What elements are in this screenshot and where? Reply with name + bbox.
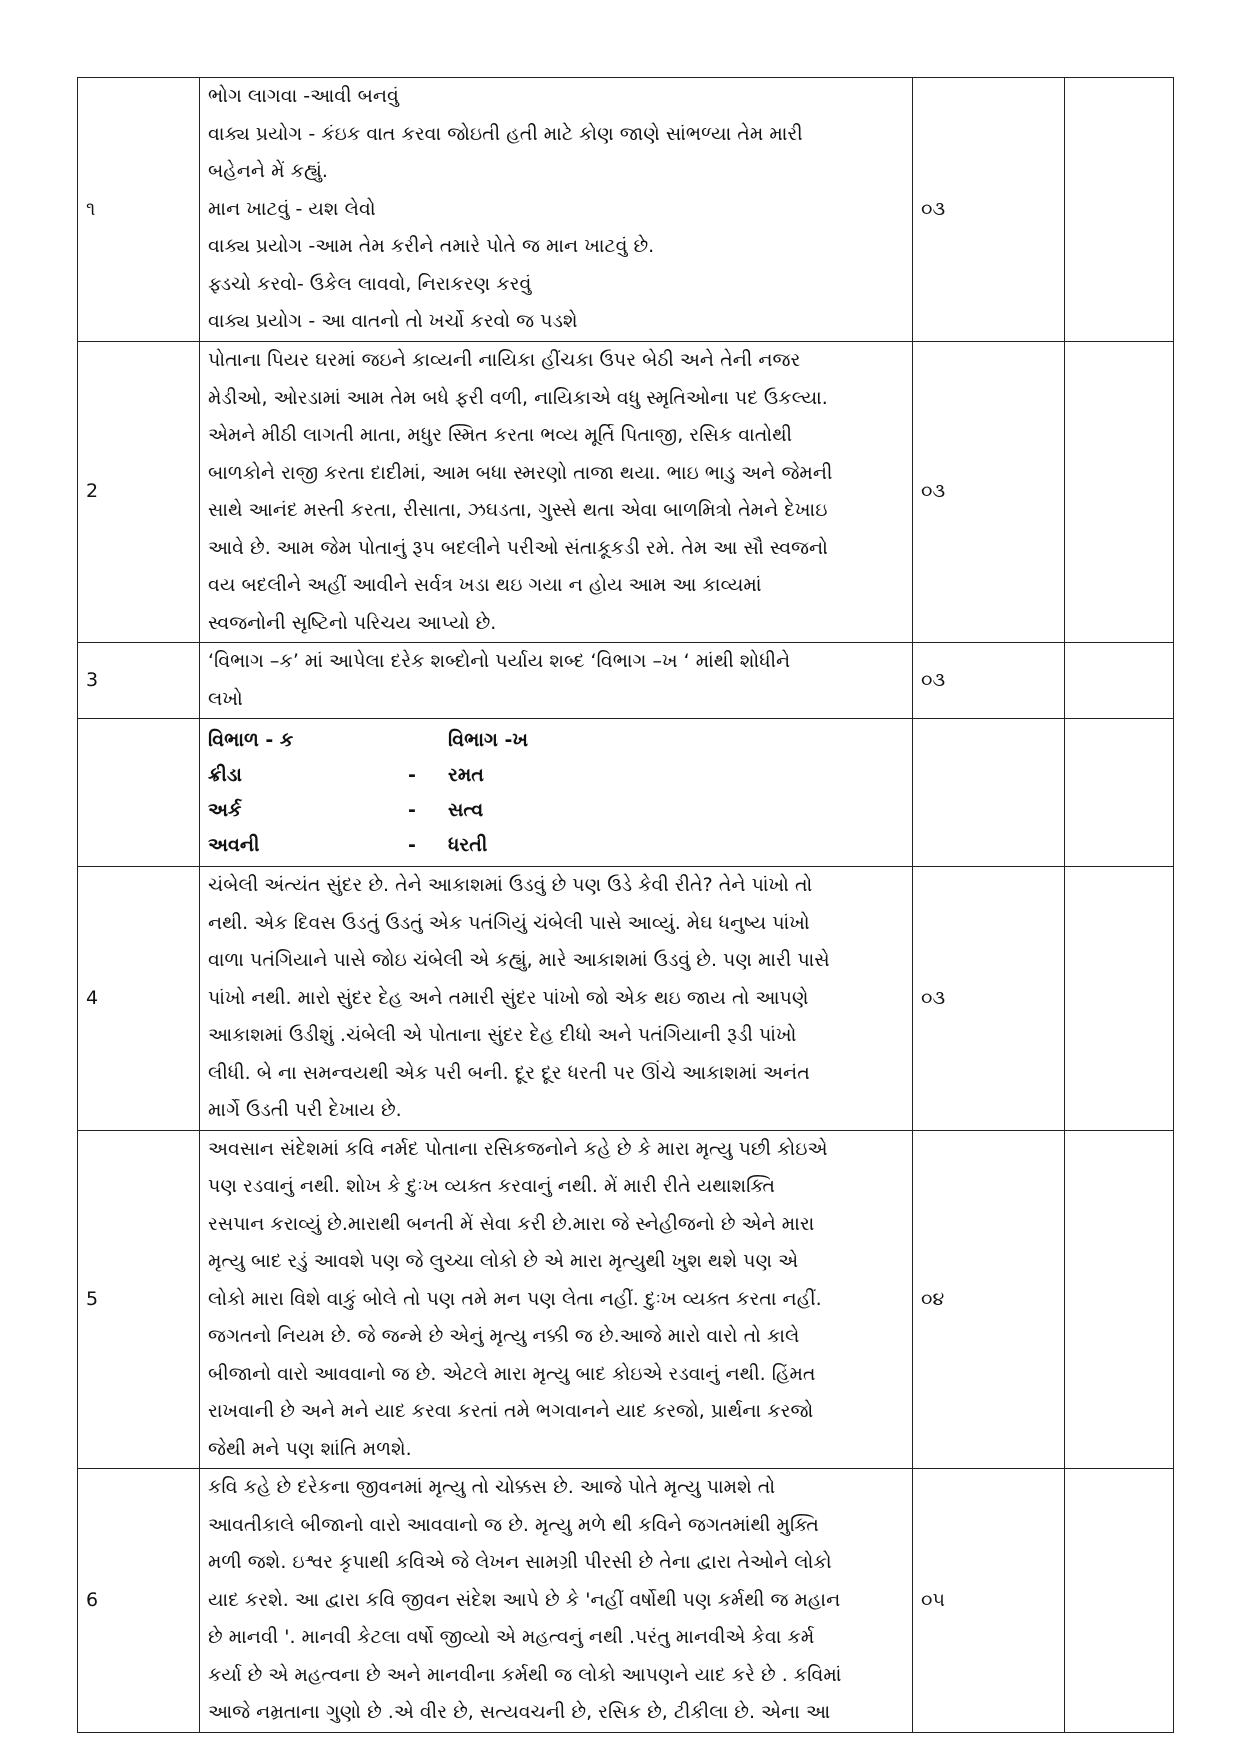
vocab-dash: -	[408, 763, 416, 786]
answer-line: મેડીઓ, ઓરડામાં આમ તેમ બધે ફરી વળી, નાયિકાએ વધુ સ્મૃતિઓના પદ ઉકલ્યા.	[208, 386, 828, 409]
answer-line: જેથી મને પણ શાંતિ મળશે.	[208, 1437, 412, 1460]
empty-cell	[1065, 78, 1174, 342]
answer-line: કવિ કહે છે દરેકના જીવનમાં મૃત્યુ તો ચોક્કસ છે. આજે પોતે મૃત્યુ પામશે તો	[208, 1476, 776, 1498]
vocab-term: વિભાળ - ક	[208, 728, 294, 751]
answer-line: લખો	[208, 687, 243, 710]
answer-line: વાળા પતંગિયાને પાસે જોઇ ચંબેલી એ કહ્યું, મારે આકાશમાં ઉડવું છે. પણ મારી પાસે	[208, 949, 830, 971]
answer-cell	[200, 78, 913, 342]
marks-cell: ૦૩	[913, 78, 1065, 342]
answer-line: સાથે આનંદ મસ્તી કરતા, રીસાતા, ઝઘડતા, ગુસ્સે થતા એવા બાળમિત્રો તેમને દેખાઇ	[208, 499, 828, 521]
answer-line: લીધી. બે ના સમન્વયથી એક પરી બની. દૂર દૂર ધરતી પર ઊંચે આકાશમાં અનંત	[208, 1061, 810, 1084]
answer-cell	[200, 1469, 913, 1733]
marks-cell: ૦૫	[913, 1469, 1065, 1733]
answer-line: વય બદલીને અહીં આવીને સર્વત્ર ખડા થઇ ગયા ન હોય આમ આ કાવ્યમાં	[208, 574, 762, 596]
table-row	[78, 1469, 1174, 1733]
table-row	[78, 643, 1174, 719]
empty-cell	[1065, 643, 1174, 719]
answer-line: પાંખો નથી. મારો સુંદર દેહ અને તમારી સુંદર પાંખો જો એક થઇ જાય તો આપણે	[208, 986, 809, 1009]
answer-line: રાખવાની છે અને મને યાદ કરવા કરતાં તમે ભગવાનને યાદ કરજો, પ્રાર્થના કરજો	[208, 1400, 814, 1422]
answer-line: વાક્ય પ્રયોગ - કંઇક વાત કરવા જોઇતી હતી માટે કોણ જાણે સાંભળ્યા તેમ મારી	[208, 122, 803, 145]
vocab-synonym: રમત	[448, 763, 484, 786]
answer-line: માન ખાટવું - યશ લેવો	[208, 197, 376, 220]
empty-cell	[1065, 1469, 1174, 1733]
answer-line: સ્વજનોની સૃષ્ટિનો પરિચય આપ્યો છે.	[208, 611, 497, 634]
vocab-term: અવની	[208, 833, 260, 856]
question-number: ૧	[78, 78, 200, 342]
vocab-dash: -	[408, 833, 416, 856]
marks-cell: ૦૩	[913, 342, 1065, 643]
answer-line: અવસાન સંદેશમાં કવિ નર્મદ પોતાના રસિકજનોને કહે છે કે મારા મૃત્યુ પછી કોઇએ	[208, 1137, 828, 1160]
table-row	[78, 1130, 1174, 1469]
answer-line: આકાશમાં ઉડીશું .ચંબેલી એ પોતાના સુંદર દેહ દીધો અને પતંગિયાની રૂડી પાંખો	[208, 1024, 797, 1046]
answer-line: મળી જશે. ઇશ્વર કૃપાથી કવિએ જે લેખન સામગ્રી પીરસી છે તેના દ્વારા તેઓને લોકો	[208, 1551, 832, 1573]
answer-line: બીજાનો વારો આવવાનો જ છે. એટલે મારા મૃત્યુ બાદ કોઇએ રડવાનું નથી. હિંમત	[208, 1362, 816, 1385]
table-row	[78, 867, 1174, 1131]
vocab-header	[208, 723, 904, 758]
vocab-dash	[376, 723, 448, 758]
answer-line: નથી. એક દિવસ ઉડતું ઉડતું એક પતંગિયું ચંબેલી પાસે આવ્યું. મેઘ ધનુષ્ય પાંખો	[208, 911, 810, 934]
question-number: 2	[78, 342, 200, 643]
answer-line: આવે છે. આમ જેમ પોતાનું રૂપ બદલીને પરીઓ સંતાકૂકડી રમે. તેમ આ સૌ સ્વજનો	[208, 536, 828, 559]
vocab-dash: -	[408, 798, 416, 821]
answer-line: વાક્ય પ્રયોગ - આ વાતનો તો ખર્ચો કરવો જ પડશે	[208, 310, 578, 333]
marks-cell: ૦૩	[913, 643, 1065, 719]
empty-cell	[1065, 342, 1174, 643]
marks-cell: ૦૩	[913, 867, 1065, 1131]
answer-line: ‘વિભાગ –ક’ માં આપેલા દરેક શબ્દોનો પર્યાય શબ્દ ‘વિભાગ –ખ ‘ માંથી શોધીને	[208, 650, 791, 672]
question-number: 5	[78, 1130, 200, 1469]
answer-line: માર્ગે ઉડતી પરી દેખાય છે.	[208, 1099, 402, 1121]
empty-cell	[1065, 1130, 1174, 1469]
answer-line: યાદ કરશે. આ દ્વારા કવિ જીવન સંદેશ આપે છે કે 'નહીં વર્ષોથી પણ કર્મથી જ મહાન	[208, 1588, 841, 1611]
answer-line: કર્યા છે એ મહત્વના છે અને માનવીના કર્મથી જ લોકો આપણને યાદ કરે છે . કવિમાં	[208, 1663, 842, 1686]
answer-cell	[200, 719, 913, 867]
answer-line: છે માનવી '. માનવી કેટલા વર્ષો જીવ્યો એ મહત્વનું નથી .પરંતુ માનવીએ કેવા કર્મ	[208, 1626, 815, 1648]
answer-line: લોકો મારા વિશે વાકું બોલે તો પણ તમે મન પણ લેતા નહીં. દુઃખ વ્યક્ત કરતા નહીં.	[208, 1287, 822, 1310]
vocab-pair	[208, 758, 904, 793]
answer-line: ચંબેલી અંત્યંત સુંદર છે. તેને આકાશમાં ઉડવું છે પણ ઉડે કેવી રીતે? તેને પાંખો તો	[208, 874, 813, 896]
answer-line: આજે નમ્રતાના ગુણો છે .એ વીર છે, સત્યવચની છે, રસિક છે, ટીકીલા છે. એના આ	[208, 1701, 831, 1723]
vocab-term: અર્ક	[208, 798, 242, 821]
answer-cell	[200, 867, 913, 1131]
question-number: 3	[78, 643, 200, 719]
answer-line: એમને મીઠી લાગતી માતા, મધુર સ્મિત કરતા ભવ્ય મૂર્તિ પિતાજી, રસિક વાતોથી	[208, 424, 793, 446]
table-row	[78, 78, 1174, 342]
vocab-synonym: સત્વ	[448, 798, 484, 821]
vocab-term: ક્રીડા	[208, 763, 242, 786]
answer-line: આવતીકાલે બીજાનો વારો આવવાનો જ છે. મૃત્યુ મળે થી કવિને જગતમાંથી મુક્તિ	[208, 1513, 819, 1536]
answer-line: પણ રડવાનું નથી. શોખ કે દુઃખ વ્યક્ત કરવાનું નથી. મેં મારી રીતે યથાશક્તિ	[208, 1175, 776, 1197]
vocab-synonym: વિભાગ -ખ	[448, 728, 528, 751]
answer-cell	[200, 342, 913, 643]
answer-cell	[200, 1130, 913, 1469]
answer-line: પોતાના પિયર ઘરમાં જઇને કાવ્યની નાયિકા હીંચકા ઉપર બેઠી અને તેની નજર	[208, 349, 801, 371]
marks-cell	[913, 719, 1065, 867]
vocab-pair	[208, 793, 904, 828]
answer-key-table	[77, 77, 1174, 1733]
vocab-synonym: ધરતી	[448, 833, 488, 856]
question-number	[78, 719, 200, 867]
table-row	[78, 719, 1174, 867]
answer-line: વાક્ય પ્રયોગ -આમ તેમ કરીને તમારે પોતે જ માન ખાટવું છે.	[208, 235, 655, 258]
empty-cell	[1065, 719, 1174, 867]
answer-cell	[200, 643, 913, 719]
marks-cell: ૦૪	[913, 1130, 1065, 1469]
answer-key-body	[78, 78, 1174, 1733]
answer-line: ફ્ડચો કરવો- ઉકેલ લાવવો, નિરાકરણ કરવું	[208, 272, 532, 295]
answer-line: મૃત્યુ બાદ રડું આવશે પણ જે લુચ્ચા લોકો છે એ મારા મૃત્યુથી ખુશ થશે પણ એ	[208, 1250, 799, 1272]
answer-line: રસપાન કરાવ્યું છે.મારાથી બનતી મેં સેવા કરી છે.મારા જે સ્નેહીજનો છે એને મારા	[208, 1212, 815, 1235]
answer-line: બાળકોને રાજી કરતા દાદીમાં, આમ બધા સ્મરણો તાજા થયા. ભાઇ ભાડુ અને જેમની	[208, 461, 833, 484]
answer-line: ભોગ લાગવા -આવી બનવું	[208, 85, 399, 108]
table-row	[78, 342, 1174, 643]
question-number: 4	[78, 867, 200, 1131]
question-number: 6	[78, 1469, 200, 1733]
answer-line: બહેનને મેં કહ્યું.	[208, 160, 328, 183]
answer-line: જગતનો નિયમ છે. જે જન્મે છે એનું મૃત્યુ નક્કી જ છે.આજે મારો વારો તો કાલે	[208, 1325, 800, 1347]
vocab-pair	[208, 828, 904, 863]
empty-cell	[1065, 867, 1174, 1131]
